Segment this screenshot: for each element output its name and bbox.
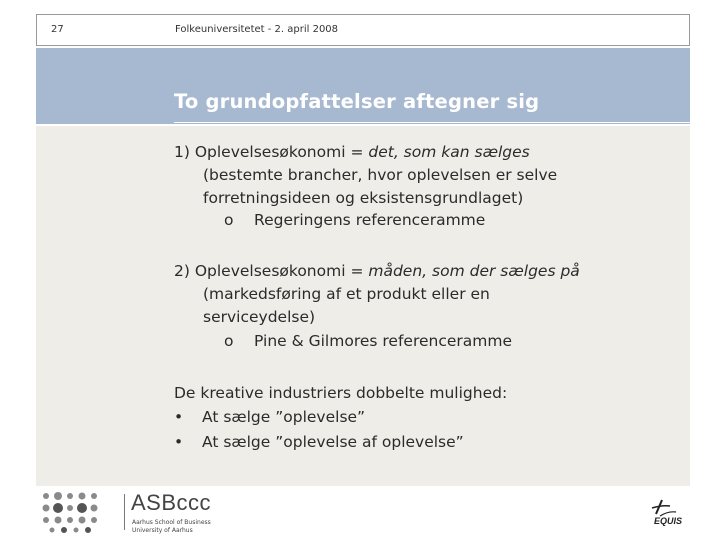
equis-logo <box>648 496 688 532</box>
point2-sub-text: Pine & Gilmores referenceramme <box>254 332 513 350</box>
equis-swoosh-icon <box>648 496 688 518</box>
logo-line1: Aarhus School of Business <box>132 519 211 526</box>
title-rule <box>174 122 690 123</box>
point2-definition: måden, som der sælges på <box>368 262 580 280</box>
point2-line1 <box>174 260 580 283</box>
logo-name: ASBccc <box>131 490 212 515</box>
point1-definition: det, som kan sælges <box>368 143 530 161</box>
point2-label: 2) Oplevelsesøkonomi = <box>174 262 369 280</box>
point1-line3: forretningsideen og eksistensgrundlaget) <box>203 189 524 207</box>
logo-divider <box>124 494 125 530</box>
asb-logo <box>40 490 220 534</box>
bullet-marker: • <box>174 433 184 451</box>
point2-line3: serviceydelse) <box>203 308 316 326</box>
closing-heading: De kreative industriers dobbelte mulighed: <box>174 384 508 402</box>
point1-line1 <box>174 141 530 164</box>
point2-sub-marker: o <box>224 332 234 350</box>
point1-sub-text: Regeringens referenceramme <box>254 211 486 229</box>
bullet-marker: • <box>174 408 184 426</box>
closing-bullet-text: At sælge ”oplevelse” <box>202 408 366 426</box>
header-event: Folkeuniversitetet - 2. april 2008 <box>175 24 339 35</box>
point1-line2: (bestemte brancher, hvor oplevelsen er selve <box>203 166 558 184</box>
slide-number: 27 <box>51 24 64 35</box>
closing-bullet-text: At sælge ”oplevelse af oplevelse” <box>202 433 464 451</box>
point1-sub-marker: o <box>224 211 234 229</box>
slide-title: To grundopfattelser aftegner sig <box>174 90 540 113</box>
asb-dots-logo-icon <box>40 490 120 534</box>
header-bar <box>36 14 690 46</box>
logo-line2: University of Aarhus <box>132 527 193 534</box>
equis-label: EQUIS <box>654 516 683 526</box>
point2-line2: (markedsføring af et produkt eller en <box>203 285 490 303</box>
point1-label: 1) Oplevelsesøkonomi = <box>174 143 369 161</box>
